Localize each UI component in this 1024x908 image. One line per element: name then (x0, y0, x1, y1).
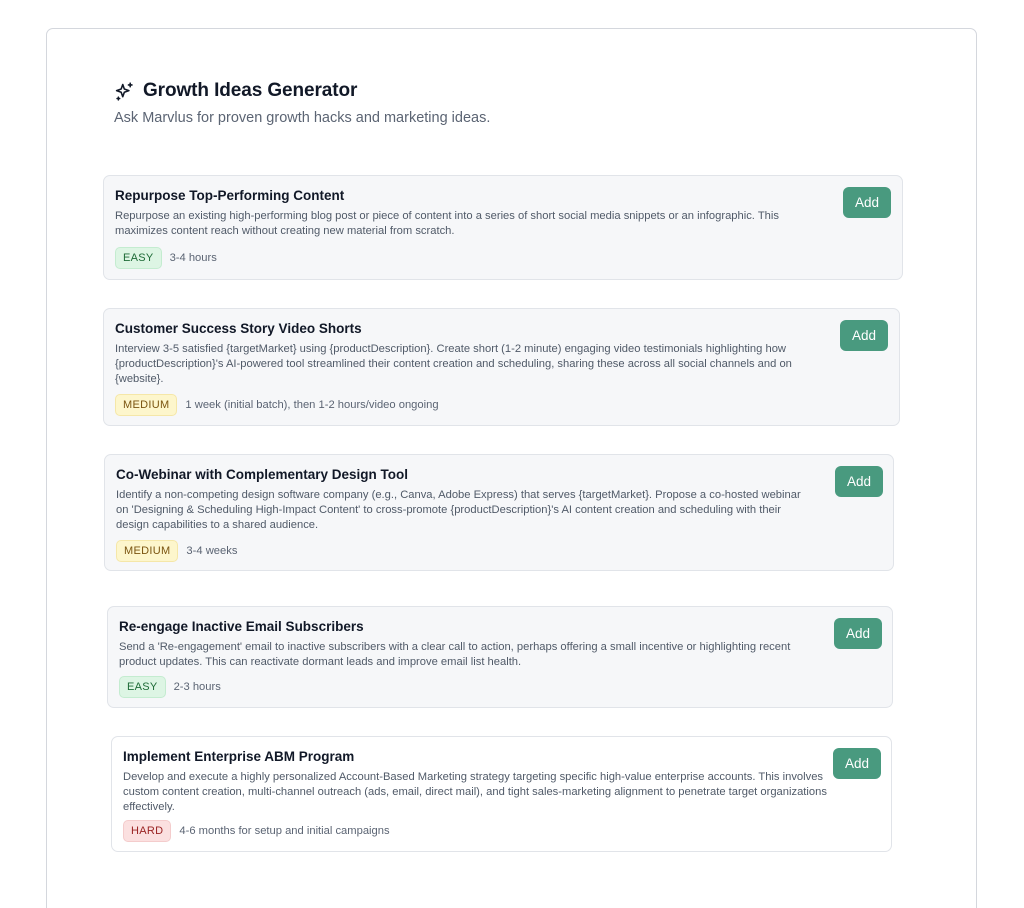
idea-description: Repurpose an existing high-performing blog post or piece of content into a series of short social media snippets or an infographic. This maximizes content reach without creating new material from scratch. (115, 210, 779, 237)
idea-title: Re-engage Inactive Email Subscribers (119, 619, 364, 634)
idea-card (111, 736, 892, 852)
idea-title: Repurpose Top-Performing Content (115, 188, 345, 203)
idea-meta (123, 820, 390, 842)
add-button[interactable]: Add (843, 187, 891, 218)
add-button[interactable]: Add (833, 748, 881, 779)
idea-card (107, 606, 893, 708)
duration-text: 3-4 weeks (186, 545, 238, 557)
difficulty-badge: MEDIUM (116, 540, 178, 562)
idea-card (104, 454, 894, 571)
idea-title: Co-Webinar with Complementary Design Tool (116, 467, 409, 482)
idea-description: Send a 'Re-engagement' email to inactive subscribers with a clear call to action, perhaps offering a small incentive or highlighting recent product updates. This can reactivate dormant leads and improve email list health. (119, 641, 791, 668)
duration-text: 2-3 hours (173, 681, 221, 693)
idea-card (103, 308, 900, 426)
page-subtitle: Ask Marvlus for proven growth hacks and marketing ideas. (114, 110, 491, 126)
sparkles-icon (114, 81, 135, 102)
idea-title: Implement Enterprise ABM Program (123, 749, 355, 764)
idea-meta (115, 394, 439, 416)
idea-meta (119, 676, 221, 698)
add-button[interactable]: Add (835, 466, 883, 497)
duration-text: 1 week (initial batch), then 1-2 hours/video ongoing (185, 399, 439, 411)
idea-title: Customer Success Story Video Shorts (115, 321, 362, 336)
duration-text: 3-4 hours (169, 252, 217, 264)
idea-meta (115, 247, 217, 269)
idea-description: Develop and execute a highly personalized Account-Based Marketing strategy targeting specific high-value enterprise accounts. This involves custom content creation, multi-channel outreach (ads, email, direct mail), and tight sales-marketing alignment to penetrate target organizations effectively. (123, 771, 827, 813)
idea-card (103, 175, 903, 280)
difficulty-badge: EASY (115, 247, 162, 269)
idea-description: Interview 3-5 satisfied {targetMarket} using {productDescription}. Create short (1-2 minute) engaging video testimonials highlighting how {productDescription}'s AI-powered tool streamlined their content creation and scheduling, sharing these across all social channels and on {website}. (115, 343, 792, 385)
idea-description: Identify a non-competing design software company (e.g., Canva, Adobe Express) that serves {targetMarket}. Propose a co-hosted webinar on 'Designing & Scheduling High-Impact Content' to cross-promote {productDescription}'s AI content creation and scheduling with their design capabilities to a shared audience. (116, 489, 801, 531)
difficulty-badge: HARD (123, 820, 171, 842)
add-button[interactable]: Add (840, 320, 888, 351)
difficulty-badge: EASY (119, 676, 166, 698)
page-header (114, 79, 357, 103)
idea-meta (116, 540, 237, 562)
page-title: Growth Ideas Generator (143, 80, 358, 101)
add-button[interactable]: Add (834, 618, 882, 649)
duration-text: 4-6 months for setup and initial campaigns (179, 825, 390, 837)
difficulty-badge: MEDIUM (115, 394, 177, 416)
